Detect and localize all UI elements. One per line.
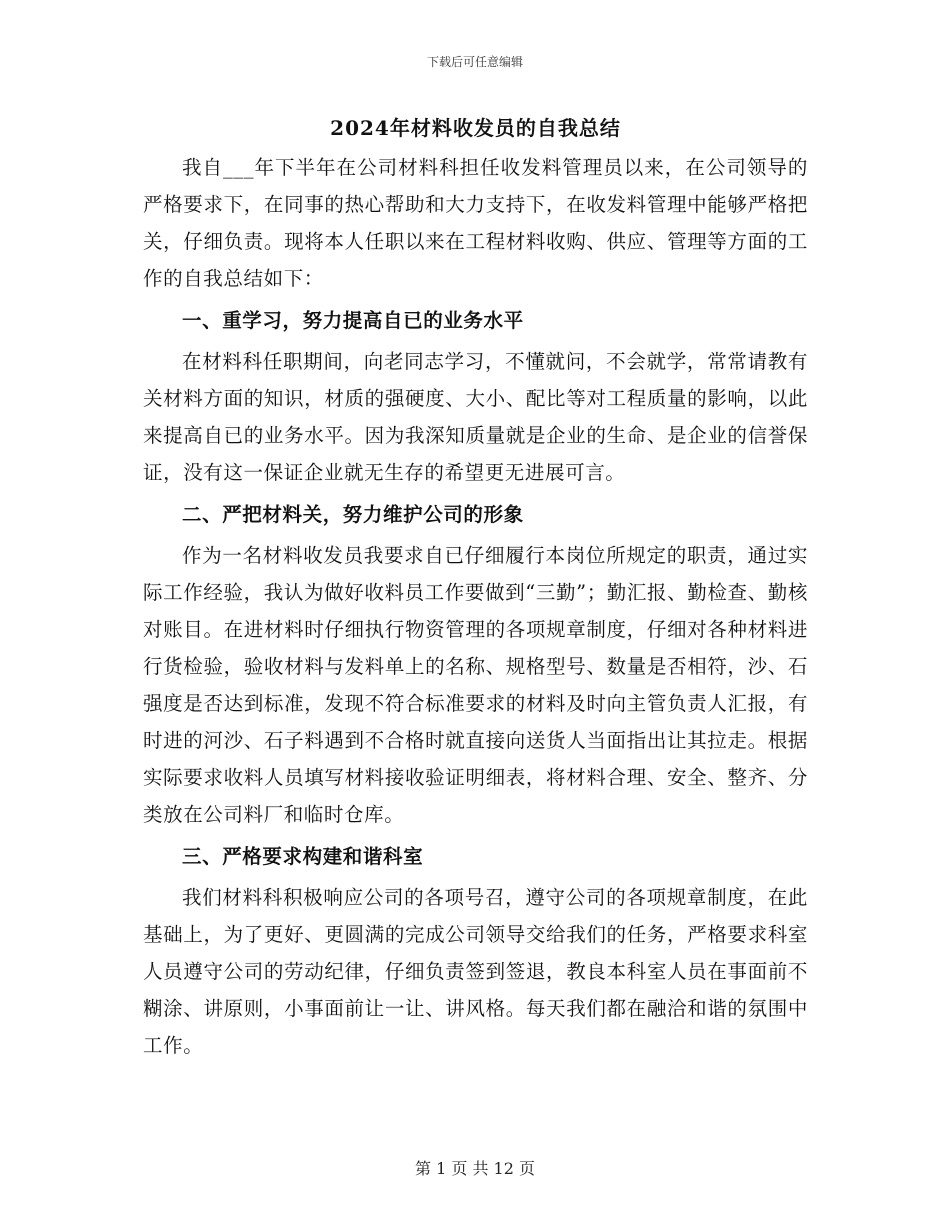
section-body-3: 我们材料科积极响应公司的各项号召，遵守公司的各项规章制度，在此基础上，为了更好、更圆满的完成公司领导交给我们的任务，严格要求科室人员遵守公司的劳动纪律，仔细负责签到签退，教良本科室人员在事面前不糊涂、讲原则，小事面前让一让、讲风格。每天我们都在融洽和谐的氛围中工作。	[143, 886, 808, 1057]
header-note: 下载后可任意编辑	[426, 55, 523, 69]
section-heading-1: 一、重学习，努力提高自已的业务水平	[182, 309, 524, 332]
page-footer: 第 1 页 共 12 页	[415, 1159, 535, 1178]
document-body	[143, 112, 808, 1064]
section-heading-3: 三、严格要求构建和谐科室	[182, 845, 424, 868]
intro-paragraph: 我自___年下半年在公司材料科担任收发料管理员以来，在公司领导的严格要求下，在同事的热心帮助和大力支持下，在收发料管理中能够严格把关，仔细负责。现将本人任职以来在工程材料收购、供应、管理等方面的工作的自我总结如下：	[143, 156, 808, 290]
section-heading-2: 二、严把材料关，努力维护公司的形象	[182, 503, 524, 526]
section-body-2: 作为一名材料收发员我要求自已仔细履行本岗位所规定的职责，通过实际工作经验，我认为做好收料员工作要做到“三勤”；勤汇报、勤检查、勤核对账目。在进材料时仔细执行物资管理的各项规章制度，仔细对各种材料进行货检验，验收材料与发料单上的名称、规格型号、数量是否相符，沙、石强度是否达到标准，发现不符合标准要求的材料及时向主管负责人汇报，有时进的河沙、石子料遇到不合格时就直接向送货人当面指出让其拉走。根据实际要求收料人员填写材料接收验证明细表，将材料合理、安全、整齐、分类放在公司料厂和临时仓库。	[143, 544, 808, 826]
section-body-1: 在材料科任职期间，向老同志学习，不懂就问，不会就学，常常请教有关材料方面的知识，材质的强硬度、大小、配比等对工程质量的影响，以此来提高自已的业务水平。因为我深知质量就是企业的生命、是企业的信誉保证，没有这一保证企业就无生存的希望更无进展可言。	[143, 350, 808, 484]
document-title: 2024年材料收发员的自我总结	[330, 116, 621, 140]
